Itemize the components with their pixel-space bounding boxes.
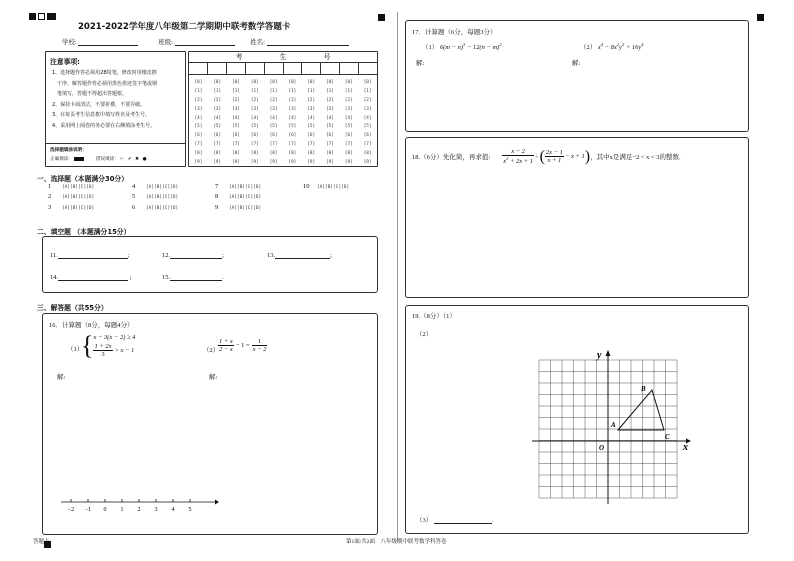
candidate-bubble[interactable]: [0]: [363, 80, 372, 85]
candidate-bubble[interactable]: [7]: [232, 142, 240, 148]
candidate-bubble[interactable]: [6]: [363, 133, 372, 139]
marker-square-icon: [47, 13, 56, 20]
candidate-bubble[interactable]: [1]: [326, 88, 334, 94]
blank-label: 15.: [162, 274, 171, 281]
choice-question-5: [132, 193, 178, 200]
candidate-bubble[interactable]: [9]: [307, 160, 316, 166]
candidate-bubble[interactable]: [5]: [232, 124, 240, 130]
candidate-bubble[interactable]: [6]: [213, 133, 222, 139]
candidate-bubble[interactable]: [3]: [288, 106, 297, 112]
candidate-write-cell[interactable]: [359, 62, 377, 74]
candidate-bubble[interactable]: [5]: [344, 124, 353, 130]
note-line: 干净。解答题作答必须用黑色墨迹签字笔或钢: [57, 80, 158, 87]
candidate-bubble-grid: [189, 79, 377, 168]
q16-2-equation: $\frac{1 + x}{2 - x}$ − 1 = $\frac{1}{x - 2}$: [219, 338, 267, 353]
candidate-write-cell[interactable]: [321, 62, 340, 74]
candidate-bubble[interactable]: [9]: [363, 160, 372, 166]
blank-label: 12.: [162, 252, 171, 259]
fill-wrong-marks-icon: ⊢ ✔ ✖ ●: [120, 157, 148, 162]
candidate-bubble[interactable]: [2]: [344, 97, 353, 103]
candidate-bubble[interactable]: [1]: [232, 88, 240, 94]
note-line: 4、采用网上阅卷的务必要在右侧填涂考生号。: [52, 122, 156, 129]
candidate-bubble[interactable]: [9]: [232, 160, 240, 166]
candidate-digit-column: [227, 79, 246, 168]
q16-1-label: （1）: [67, 346, 84, 353]
school-label: 学校:: [62, 39, 77, 46]
candidate-bubble[interactable]: [6]: [250, 133, 259, 139]
corner-marker: [757, 14, 764, 23]
blank-label: 13.: [267, 252, 276, 259]
q18-text-before: 18.（6分）先化简，再求值:: [412, 154, 491, 162]
choice-question-3: [48, 204, 94, 211]
candidate-write-cell[interactable]: [227, 62, 246, 74]
candidate-bubble[interactable]: [0]: [326, 80, 334, 85]
candidate-digit-column: [208, 79, 227, 168]
choice-options[interactable]: [A][B][C][D]: [146, 206, 179, 211]
candidate-bubble[interactable]: [2]: [269, 97, 278, 103]
candidate-bubble[interactable]: [0]: [194, 80, 203, 85]
y-axis-arrow-icon: [606, 350, 611, 356]
candidate-bubble[interactable]: [7]: [363, 142, 372, 148]
candidate-bubble[interactable]: [3]: [194, 106, 203, 112]
candidate-bubble[interactable]: [2]: [194, 97, 203, 103]
candidate-bubble[interactable]: [1]: [288, 88, 297, 94]
candidate-bubble[interactable]: [9]: [326, 160, 334, 166]
candidate-bubble[interactable]: [4]: [250, 115, 259, 121]
blank-sep: ;: [330, 252, 332, 259]
blank-label: 11.: [50, 252, 58, 259]
blank-sep: .: [222, 274, 224, 281]
candidate-bubble[interactable]: [5]: [269, 124, 278, 130]
q18-expression: $\frac{x - 2}{x^2 + 2x + 1}$ ÷ ( $\frac{2x - 1}{x + 1}$ − x + 1 ): [503, 147, 591, 166]
footer-right: 第1面/共2面 八年级期中联考数学科答卷: [346, 539, 447, 545]
blank-13-field[interactable]: [275, 258, 330, 259]
candidate-header-char: 生: [279, 53, 287, 61]
marker-hollow-square-icon: [38, 13, 45, 20]
candidate-bubble[interactable]: [0]: [250, 80, 259, 85]
candidate-bubble[interactable]: [5]: [326, 124, 334, 130]
origin-label: O: [599, 444, 605, 452]
candidate-bubble[interactable]: [8]: [344, 151, 353, 157]
page-divider: [397, 12, 398, 542]
blank-12-field[interactable]: [170, 258, 222, 259]
fill-blank-box: [42, 236, 378, 293]
fill-correct-label: 正确填涂：: [50, 157, 73, 162]
y-axis-label: y: [597, 350, 602, 361]
candidate-bubble[interactable]: [4]: [269, 115, 278, 121]
school-field[interactable]: [78, 45, 138, 46]
choice-number: 6: [132, 204, 136, 211]
note-line: 笔填写，答题不得超出答题框。: [57, 91, 128, 97]
candidate-bubble[interactable]: [4]: [232, 115, 240, 121]
q16-1-ineq-1: x − 3(x − 2) ≥ 4: [93, 334, 136, 341]
blank-14-field[interactable]: [58, 280, 128, 281]
candidate-bubble[interactable]: [0]: [213, 80, 222, 85]
blank-sep: ;: [129, 274, 132, 281]
choice-number: 3: [48, 204, 52, 211]
q19-part3-label: （3）: [416, 517, 433, 524]
choice-options[interactable]: [A][B][C][D]: [62, 185, 95, 190]
name-field[interactable]: [267, 45, 349, 46]
candidate-digit-column: [189, 79, 208, 168]
candidate-bubble[interactable]: [5]: [288, 124, 297, 130]
choice-number: 5: [132, 193, 136, 200]
candidate-bubble[interactable]: [6]: [288, 133, 297, 139]
notes-title: 注意事项:: [50, 58, 80, 66]
marker-square-icon: [29, 13, 36, 20]
candidate-write-cell[interactable]: [246, 62, 265, 74]
candidate-bubble[interactable]: [4]: [213, 115, 222, 121]
point-a-label: A: [611, 421, 616, 429]
candidate-write-cell[interactable]: [302, 62, 321, 74]
candidate-bubble[interactable]: [2]: [288, 97, 297, 103]
candidate-bubble[interactable]: [4]: [288, 115, 297, 121]
candidate-bubble[interactable]: [0]: [344, 80, 353, 85]
q17-2: [580, 42, 643, 51]
blank-sep: ;: [127, 252, 130, 259]
choice-question-4: [132, 183, 178, 190]
candidate-write-cell[interactable]: [265, 62, 284, 74]
q18-text-after: ，其中x是满足−2 < x < 3的整数.: [590, 154, 681, 162]
note-line: 3、在每页考生信息框中填写姓名及考生号。: [52, 112, 151, 118]
q16-title: 16．计算题（8分，每题4分）: [49, 322, 134, 329]
q19-part3-field[interactable]: [434, 523, 492, 524]
q17-box[interactable]: [405, 20, 749, 132]
candidate-bubble[interactable]: [3]: [232, 106, 240, 112]
brace-icon: {: [81, 331, 94, 360]
choice-options[interactable]: [A][B][C][D]: [229, 195, 262, 200]
candidate-bubble[interactable]: [7]: [344, 142, 353, 148]
number-line-tick-label: 3: [154, 507, 158, 513]
candidate-bubble[interactable]: [7]: [288, 142, 297, 148]
candidate-bubble[interactable]: [1]: [307, 88, 316, 94]
choice-number: 1: [48, 183, 52, 190]
candidate-write-cell[interactable]: [340, 62, 359, 74]
candidate-bubble[interactable]: [9]: [213, 160, 222, 166]
number-line-tick-label: 2: [137, 507, 141, 513]
candidate-bubble[interactable]: [3]: [250, 106, 259, 112]
student-info-row: [62, 37, 349, 46]
candidate-write-cell[interactable]: [208, 62, 227, 74]
candidate-digit-column: [339, 79, 358, 168]
triangle-abc: [618, 390, 664, 430]
candidate-bubble[interactable]: [7]: [250, 142, 259, 148]
choice-number: 4: [132, 183, 136, 190]
choice-question-6: [132, 204, 178, 211]
class-field[interactable]: [175, 45, 235, 46]
q19-box[interactable]: [405, 305, 749, 534]
candidate-digit-column: [283, 79, 302, 168]
candidate-bubble[interactable]: [8]: [288, 151, 297, 157]
candidate-bubble[interactable]: [6]: [232, 133, 240, 139]
choice-options[interactable]: [A][B][C][D]: [146, 195, 179, 200]
candidate-bubble[interactable]: [4]: [307, 115, 316, 121]
name-label: 姓名:: [250, 39, 265, 46]
blank-11-field[interactable]: [58, 258, 128, 259]
choice-number: 2: [48, 193, 52, 200]
corner-marker: [378, 14, 385, 23]
choice-question-10: [303, 183, 349, 190]
number-line-tick-label: 5: [188, 507, 192, 513]
candidate-bubble[interactable]: [0]: [307, 80, 316, 85]
q17-1-label: （1）: [422, 44, 439, 52]
candidate-bubble[interactable]: [0]: [269, 80, 278, 85]
candidate-bubble[interactable]: [8]: [307, 151, 316, 157]
candidate-bubble[interactable]: [5]: [194, 124, 203, 130]
point-c-label: C: [665, 433, 670, 441]
q16-1-solve: 解:: [57, 374, 66, 381]
blank-15-field[interactable]: [170, 280, 222, 281]
q17-1: [422, 42, 502, 51]
candidate-header-char: 考: [235, 53, 243, 61]
candidate-bubble[interactable]: [1]: [194, 88, 203, 94]
candidate-bubble[interactable]: [5]: [363, 124, 372, 130]
x-axis-label: x: [683, 442, 688, 453]
choice-question-8: [215, 193, 261, 200]
candidate-header-char: 号: [323, 53, 331, 61]
q16-box[interactable]: [42, 313, 378, 535]
candidate-bubble[interactable]: [2]: [250, 97, 259, 103]
marker-square-icon: [378, 14, 385, 21]
candidate-bubble[interactable]: [6]: [344, 133, 353, 139]
candidate-number-box: [188, 51, 378, 167]
candidate-bubble[interactable]: [6]: [326, 133, 334, 139]
q19-title: 19.（8分）（1）: [412, 313, 456, 320]
blank-13: [267, 252, 332, 259]
choice-options[interactable]: [A][B][C][D]: [229, 206, 262, 211]
q17-2-solve: 解:: [572, 60, 581, 67]
candidate-digit-column: [245, 79, 264, 168]
candidate-bubble[interactable]: [2]: [232, 97, 240, 103]
choice-question-1: [48, 183, 94, 190]
q17-2-label: （2）: [580, 44, 597, 52]
section3-title: 三、解答题（共55分）: [37, 304, 108, 312]
candidate-bubble[interactable]: [1]: [213, 88, 222, 94]
choice-options[interactable]: [A][B][C][D]: [229, 185, 262, 190]
candidate-bubble[interactable]: [3]: [213, 106, 222, 112]
candidate-bubble[interactable]: [7]: [326, 142, 334, 148]
candidate-digit-column: [264, 79, 283, 168]
candidate-bubble[interactable]: [9]: [288, 160, 297, 166]
candidate-bubble[interactable]: [8]: [232, 151, 240, 157]
candidate-bubble[interactable]: [1]: [344, 88, 353, 94]
coordinate-grid: [526, 346, 696, 506]
note-line: 1、选择题作答必须用2B铅笔，修改时用橡皮擦: [52, 70, 157, 76]
notes-lines: [52, 68, 157, 131]
candidate-bubble[interactable]: [6]: [307, 133, 316, 139]
candidate-bubble[interactable]: [4]: [326, 115, 334, 121]
section2-title: 二、填空题 （本题满分15分）: [37, 228, 131, 236]
q17-1-expression: $6(m - n)^3 - 12(n - m)^2$: [439, 42, 502, 52]
candidate-write-cell[interactable]: [284, 62, 303, 74]
candidate-bubble[interactable]: [8]: [269, 151, 278, 157]
candidate-bubble[interactable]: [3]: [363, 106, 372, 112]
candidate-bubble[interactable]: [5]: [213, 124, 222, 130]
q19-part2-label: （2）: [416, 331, 433, 338]
blank-sep: ;: [222, 252, 224, 259]
number-line-tick-label: 1: [120, 507, 124, 513]
candidate-bubble[interactable]: [1]: [269, 88, 278, 94]
blank-11: [50, 252, 130, 259]
point-b-label: B: [641, 385, 646, 393]
class-label: 班级:: [158, 39, 173, 46]
choice-options[interactable]: [A][B][C][D]: [62, 195, 95, 200]
candidate-digit-column: [321, 79, 340, 168]
note-line: 2、保持卡面清洁，不要折叠，不要弄破。: [52, 101, 146, 108]
candidate-bubble[interactable]: [2]: [326, 97, 334, 103]
section1-title: 一、选择题（本题满分30分）: [37, 175, 129, 183]
candidate-bubble[interactable]: [7]: [194, 142, 203, 148]
candidate-bubble[interactable]: [9]: [250, 160, 259, 166]
choice-number: 8: [215, 193, 219, 200]
candidate-bubble[interactable]: [5]: [250, 124, 259, 130]
choice-options[interactable]: [A][B][C][D]: [317, 185, 350, 190]
choice-options[interactable]: [A][B][C][D]: [146, 185, 179, 190]
candidate-bubble[interactable]: [9]: [344, 160, 353, 166]
footer-left: 答题卡: [33, 539, 50, 545]
number-line-tick-label: 4: [171, 507, 175, 513]
candidate-write-row: [189, 62, 377, 75]
candidate-bubble[interactable]: [1]: [250, 88, 259, 94]
choice-number: 7: [215, 183, 219, 190]
number-line: [59, 494, 219, 516]
marker-square-icon: [757, 14, 764, 21]
choice-question-2: [48, 193, 94, 200]
candidate-bubble[interactable]: [4]: [344, 115, 353, 121]
number-line-tick-label: −1: [84, 507, 92, 513]
candidate-bubble[interactable]: [8]: [363, 151, 372, 157]
fill-correct-mark-icon: [74, 157, 84, 161]
notes-divider: [46, 143, 185, 144]
candidate-bubble[interactable]: [5]: [307, 124, 316, 130]
number-line-tick-label: −2: [67, 507, 75, 513]
number-line-tick-label: 0: [103, 507, 107, 513]
candidate-bubble[interactable]: [4]: [194, 115, 203, 121]
candidate-bubble[interactable]: [7]: [213, 142, 222, 148]
q17-2-expression: $x^4 - 8x^2y^2 + 16y^4$: [597, 42, 644, 52]
candidate-bubble[interactable]: [3]: [269, 106, 278, 112]
q19-part3: （3） .: [416, 517, 494, 524]
choice-number: 9: [215, 204, 219, 211]
candidate-bubble[interactable]: [8]: [326, 151, 334, 157]
candidate-bubble[interactable]: [0]: [232, 80, 240, 85]
candidate-bubble[interactable]: [3]: [344, 106, 353, 112]
candidate-bubble[interactable]: [3]: [326, 106, 334, 112]
candidate-bubble[interactable]: [1]: [363, 88, 372, 94]
blank-12: [162, 252, 224, 259]
candidate-bubble[interactable]: [2]: [363, 97, 372, 103]
candidate-bubble[interactable]: [0]: [288, 80, 297, 85]
candidate-write-cell[interactable]: [189, 62, 208, 74]
candidate-bubble[interactable]: [7]: [269, 142, 278, 148]
blank-label: 14.: [50, 274, 59, 281]
number-line-arrow-icon: [215, 500, 219, 505]
candidate-bubble[interactable]: [6]: [269, 133, 278, 139]
fill-title: 选择题填涂说明：: [50, 148, 87, 153]
fill-wrong-label: 错误填涂：: [95, 157, 119, 162]
q18-question: [412, 148, 681, 165]
candidate-bubble[interactable]: [4]: [363, 115, 372, 121]
choice-question-9: [215, 204, 261, 211]
candidate-bubble[interactable]: [7]: [307, 142, 316, 148]
q17-title: 17．计算题（6分，每题3分）: [412, 29, 497, 36]
candidate-bubble[interactable]: [8]: [213, 151, 222, 157]
blank-15: [162, 274, 224, 281]
candidate-bubble[interactable]: [2]: [213, 97, 222, 103]
candidate-bubble[interactable]: [8]: [194, 151, 203, 157]
q16-1-ineq-2: $\frac{1 + 2x}{3}$ > x − 1: [94, 343, 135, 358]
candidate-bubble[interactable]: [9]: [269, 160, 278, 166]
fill-examples: [50, 156, 147, 162]
candidate-bubble[interactable]: [8]: [250, 151, 259, 157]
page-title: 2021-2022学年度八年级第二学期期中联考数学答题卡: [78, 22, 291, 32]
candidate-bubble[interactable]: [6]: [194, 133, 203, 139]
candidate-bubble[interactable]: [2]: [307, 97, 316, 103]
candidate-bubble[interactable]: [3]: [307, 106, 316, 112]
q16-2-label: （2）: [203, 347, 220, 354]
notes-box: [45, 51, 186, 167]
q16-2-solve: 解:: [209, 374, 218, 381]
choice-options[interactable]: [A][B][C][D]: [62, 206, 95, 211]
candidate-digit-column: [302, 79, 321, 168]
q18-box[interactable]: [405, 137, 749, 298]
blank-14: [50, 274, 132, 281]
candidate-digit-column: [358, 79, 377, 168]
choice-number: 10: [303, 183, 310, 190]
candidate-bubble[interactable]: [9]: [194, 160, 203, 166]
q17-1-solve: 解:: [416, 60, 425, 67]
choice-question-7: [215, 183, 261, 190]
corner-markers: [29, 13, 56, 22]
q16-1-system: [81, 333, 135, 359]
